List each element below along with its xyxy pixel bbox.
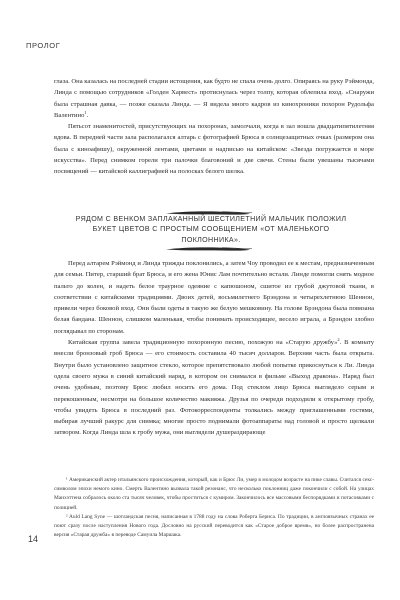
footnotes — [54, 476, 374, 540]
footnote: ² Auld Lang Syne — шотландская песня, написанная в 1788 году на слова Роберта Бернса. По традиции, в англоязычных странах ее поют сразу после наступления Нового года. Дословно на русский переводится как «Старое доброе время», но более распространена версия «Старая дружба» в переводе Самуила Маршака. — [54, 513, 374, 539]
paragraph: Пятьсот знаменитостей, присутствующих на похоронах, замолчали, когда в зал вошла двадцатипятилетняя вдова. В передней части зала располагался алтарь с фотографией Брюса в солнцезащитных очках (размером она была с киноафишу), окруженной лентами, цветами и надписью на китайском: «Звезда погружается в море искусства». Перед снимком горели три палочки благовоний и две свечи. Стены были увешаны тысячами посвящений — китайской каллиграфией на полосках белого шелка. — [54, 123, 374, 176]
body-text-bottom — [54, 258, 374, 439]
brush-stroke-ornament-bottom — [164, 244, 252, 254]
paragraph-text: глаза. Она казалась на последней стадии истощения, как будто не спала очень долго. Опираясь на руку Рэймонда, Линда с помощью сотрудников «Голден Харвест» протиснулась через толпу, которая облепила вход. «Снаружи была страшная давка, — позже сказала Линда. — Я видела много кадров из кинохроники похорон Рудольфа Валентино — [54, 78, 375, 119]
paragraph — [54, 337, 374, 439]
footnote: ¹ Американский актер итальянского происхождения, который, как и Брюс Ли, умер в молодом возрасте на пике славы. Считался секс-символом эпохи немого кино. Смерть Валентино вызвала такой резонанс, что несколько поклонниц даже покончили с собой. На улицах Манхэттена собралось около ста тысяч человек, чтобы проститься с кумиром. Закончилось все массовыми беспорядками и потасовками с полицией. — [54, 477, 374, 511]
paragraph-text: . В комнату внесли бронзовый гроб Брюса — его стоимость составила 40 тысяч долларов. Верхняя часть была открыта. Внутри было установлено защитное стекло, которое препятствовало любой попытке прикоснуться к Ли. Линда одела своего мужа в синий китайский наряд, в котором он снимался в фильме «Выход дракона». Наряд был очень удобным, поэтому Брюс любил носить его дома. Под стеклом лицо Брюса выглядело серым и перекошенным, несмотря на большое количество макияжа. Друзья по очереди подходили к открытому гробу, чтобы увидеть Брюса в последний раз. Фотокорреспонденты толкались между приглашенными гостями, выбирая лучший ракурс для снимка; многие просто поднимали фотоаппараты над головой и просто щелкали затвором. Когда Линда шла к гробу мужа, они выглядели душераздирающе — [54, 339, 375, 437]
paragraph: Перед алтарем Рэймонд и Линда трижды поклонились, а затем Чоу проводил ее к местам, предназначенным для семьи. Питер, старший брат Брюса, и его жена Юнис Лам почтительно встали. Линде помогли снять модное пальто до колен, и надеть белое траурное одеяние с капюшоном, сшитое из грубой джутовой ткани, в соответствии с китайскими традициями. Двоих детей, восьмилетнего Брэндона и четырехлетнюю Шеннон, привели через боковой вход. Они были одеты в такую же белую мешковину. На голове Брэндона была повязана белая бандана. Шеннон, слишком маленькая, чтобы понимать происходящее, весело играла, а Брэндон злобно поглядывал по сторонам. — [54, 260, 374, 335]
running-head: ПРОЛОГ — [26, 41, 61, 50]
paragraph-text: Китайская группа завела традиционную похоронную песню, похожую на «Старую дружбу» — [68, 339, 338, 347]
paragraph: глаза. Она казалась на последней стадии истощения, как будто не спала очень долго. Опираясь на руку Рэймонда, Линда с помощью сотрудников «Голден Харвест» протиснулась через толпу, которая облепила вход. «Снаружи была страшная давка, — позже сказала Линда. — Я видела много кадров из кинохроники похорон Рудольфа Валентино$^1$. — [54, 78, 375, 119]
body-text-top — [54, 76, 374, 178]
footnote-ref-2: 2 — [337, 336, 340, 342]
pull-quote: РЯДОМ С ВЕНКОМ ЗАПЛАКАННЫЙ ШЕСТИЛЕТНИЙ МАЛЬЧИК ПОЛОЖИЛ БУКЕТ ЦВЕТОВ С ПРОСТЫМ СООБЩЕНИЕМ «ОТ МАЛЕНЬКОГО ПОКЛОННИКА». — [75, 215, 347, 244]
footnote-ref-1: 1 — [84, 109, 87, 115]
page-number: 14 — [28, 534, 39, 544]
